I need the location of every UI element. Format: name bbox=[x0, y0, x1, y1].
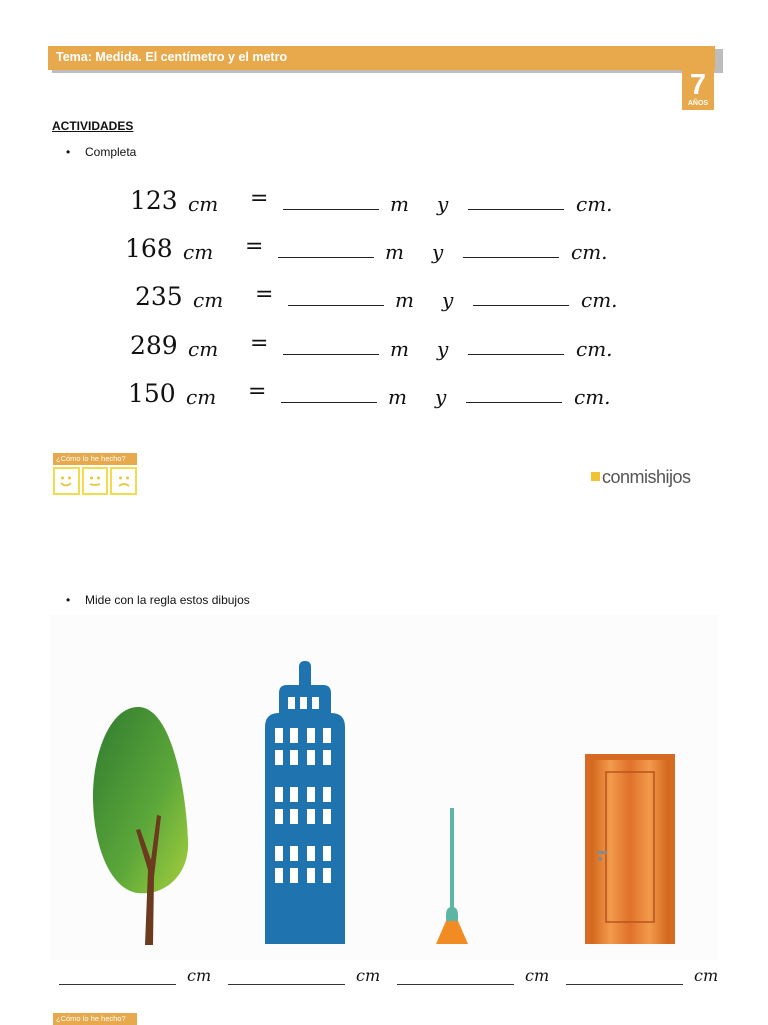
self-assessment bbox=[53, 453, 137, 495]
cm-unit-result: cm. bbox=[581, 288, 618, 312]
conversion-row bbox=[128, 379, 628, 423]
centimeters-answer-blank[interactable] bbox=[466, 402, 562, 403]
window bbox=[307, 750, 315, 765]
window bbox=[312, 697, 319, 709]
conversion-row bbox=[130, 186, 630, 230]
meter-unit: m bbox=[385, 240, 404, 264]
tree-icon bbox=[93, 707, 188, 945]
sad-face-icon[interactable] bbox=[110, 467, 137, 495]
cm-value: 168 bbox=[125, 234, 173, 263]
instruction-text: Completa bbox=[85, 145, 137, 159]
window bbox=[290, 846, 298, 861]
equals-sign: = bbox=[250, 331, 269, 356]
window bbox=[307, 809, 315, 824]
meter-unit: m bbox=[390, 192, 409, 216]
cm-unit-result: cm. bbox=[574, 385, 611, 409]
section-title: ACTIVIDADES bbox=[52, 119, 134, 133]
unit-label: cm bbox=[525, 966, 550, 985]
window bbox=[307, 728, 315, 743]
centimeters-answer-blank[interactable] bbox=[463, 257, 559, 258]
equals-sign: = bbox=[248, 379, 267, 404]
age-label: AÑOS bbox=[687, 100, 709, 107]
cm-value: 150 bbox=[128, 379, 176, 408]
self-assessment-label: ¿Cómo lo he hecho? bbox=[53, 1013, 137, 1025]
meters-answer-blank[interactable] bbox=[288, 305, 384, 306]
centimeters-answer-blank[interactable] bbox=[468, 354, 564, 355]
window bbox=[307, 868, 315, 883]
equals-sign: = bbox=[245, 234, 264, 259]
equals-sign: = bbox=[255, 282, 274, 307]
meters-answer-blank[interactable] bbox=[283, 354, 379, 355]
conversion-row bbox=[125, 234, 625, 278]
conversion-row bbox=[130, 331, 630, 375]
window bbox=[323, 846, 331, 861]
window bbox=[323, 787, 331, 802]
meter-unit: m bbox=[390, 337, 409, 361]
window bbox=[275, 809, 283, 824]
window bbox=[288, 697, 295, 709]
unit-label: cm bbox=[694, 966, 719, 985]
self-assessment-2 bbox=[53, 1013, 137, 1025]
window bbox=[323, 868, 331, 883]
window bbox=[300, 697, 307, 709]
centimeters-answer-blank[interactable] bbox=[468, 209, 564, 210]
cm-value: 123 bbox=[130, 186, 178, 215]
meter-unit: m bbox=[388, 385, 407, 409]
window bbox=[275, 846, 283, 861]
happy-face-icon[interactable] bbox=[53, 467, 80, 495]
cm-unit: cm bbox=[186, 385, 217, 409]
cm-unit-result: cm. bbox=[571, 240, 608, 264]
self-assessment-label: ¿Cómo lo he hecho? bbox=[53, 453, 137, 465]
window bbox=[290, 868, 298, 883]
meters-answer-blank[interactable] bbox=[281, 402, 377, 403]
meters-answer-blank[interactable] bbox=[283, 209, 379, 210]
conjunction: y bbox=[442, 288, 454, 312]
brand-square-icon bbox=[591, 472, 600, 481]
unit-label: cm bbox=[356, 966, 381, 985]
door-icon bbox=[585, 754, 675, 944]
meter-unit: m bbox=[395, 288, 414, 312]
conjunction: y bbox=[437, 337, 449, 361]
broom-icon bbox=[436, 808, 468, 944]
age-number: 7 bbox=[689, 69, 707, 101]
cm-unit: cm bbox=[193, 288, 224, 312]
unit-label: cm bbox=[187, 966, 212, 985]
window bbox=[290, 728, 298, 743]
conjunction: y bbox=[432, 240, 444, 264]
cm-unit-result: cm. bbox=[576, 192, 613, 216]
window bbox=[323, 728, 331, 743]
conversion-row bbox=[135, 282, 635, 326]
instruction-measure bbox=[66, 593, 250, 607]
window bbox=[290, 787, 298, 802]
instruction-text: Mide con la regla estos dibujos bbox=[85, 593, 250, 607]
cm-unit: cm bbox=[188, 192, 219, 216]
centimeters-answer-blank[interactable] bbox=[473, 305, 569, 306]
meters-answer-blank[interactable] bbox=[278, 257, 374, 258]
cm-unit: cm bbox=[188, 337, 219, 361]
window bbox=[290, 809, 298, 824]
cm-unit-result: cm. bbox=[576, 337, 613, 361]
cm-value: 235 bbox=[135, 282, 183, 311]
window bbox=[307, 787, 315, 802]
age-badge bbox=[682, 70, 714, 110]
window bbox=[290, 750, 298, 765]
conjunction: y bbox=[437, 192, 449, 216]
brand-logo bbox=[591, 467, 691, 488]
window bbox=[323, 809, 331, 824]
instruction-complete bbox=[66, 145, 136, 159]
equals-sign: = bbox=[250, 186, 269, 211]
window bbox=[323, 750, 331, 765]
conjunction: y bbox=[435, 385, 447, 409]
window bbox=[307, 846, 315, 861]
window bbox=[275, 868, 283, 883]
brand-name: conmishijos bbox=[602, 467, 691, 487]
neutral-face-icon[interactable] bbox=[82, 467, 109, 495]
window bbox=[275, 728, 283, 743]
window bbox=[275, 787, 283, 802]
window bbox=[275, 750, 283, 765]
topic-header: Tema: Medida. El centímetro y el metro bbox=[48, 46, 715, 70]
cm-unit: cm bbox=[183, 240, 214, 264]
measurement-answers bbox=[0, 966, 768, 988]
drawings-area bbox=[50, 615, 718, 960]
cm-value: 289 bbox=[130, 331, 178, 360]
